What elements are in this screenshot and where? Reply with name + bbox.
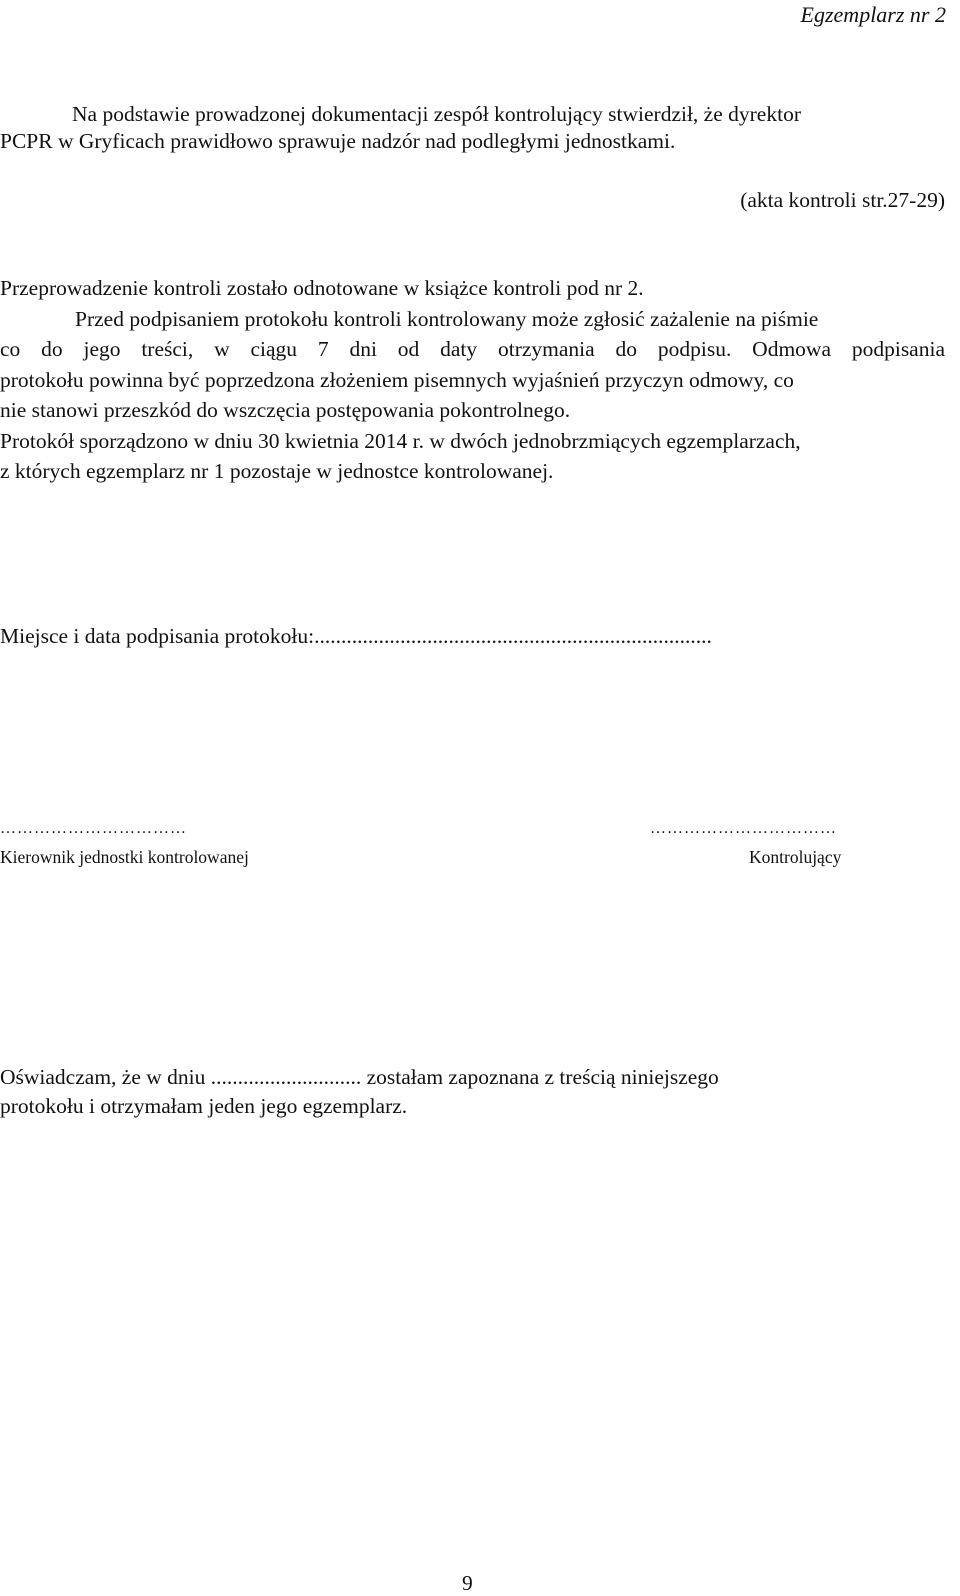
closing-paragraph [0, 273, 945, 487]
declaration-paragraph [0, 1063, 920, 1121]
copy-number-label: Egzemplarz nr 2 [800, 2, 946, 27]
files-reference: (akta kontroli str.27-29) [740, 188, 945, 212]
signature-label-unit-head: Kierownik jednostki kontrolowanej [0, 847, 249, 867]
signature-line-right: …………………………… [650, 820, 837, 837]
closing-line: nie stanowi przeszkód do wszczęcia postępowania pokontrolnego. [0, 398, 571, 422]
signature-label-inspector: Kontrolujący [749, 847, 842, 867]
declaration-line: protokołu i otrzymałam jeden jego egzemplarz. [0, 1094, 408, 1118]
findings-line: Na podstawie prowadzonej dokumentacji zespół kontrolujący stwierdził, że dyrektor [72, 102, 801, 126]
closing-line: z których egzemplarz nr 1 pozostaje w jednostce kontrolowanej. [0, 459, 554, 483]
closing-line: protokołu powinna być poprzedzona złożeniem pisemnych wyjaśnień przyczyn odmowy, co [0, 367, 794, 392]
signing-place-date: Miejsce i data podpisania protokołu:.......................................................................... [0, 624, 712, 648]
page-number: 9 [462, 1571, 473, 1595]
closing-line: Przed podpisaniem protokołu kontroli kontrolowany może zgłosić zażalenie na piśmie [75, 306, 819, 331]
closing-line: Protokół sporządzono w dniu 30 kwietnia 2014 r. w dwóch jednobrzmiących egzemplarzach, [0, 428, 801, 453]
findings-paragraph [0, 101, 945, 155]
declaration-line: Oświadczam, że w dniu ............................ zostałam zapoznana z treścią niniejszego [0, 1065, 719, 1089]
closing-line: Przeprowadzenie kontroli zostało odnotowane w książce kontroli pod nr 2. [0, 276, 644, 300]
findings-line: PCPR w Gryficach prawidłowo sprawuje nadzór nad podległymi jednostkami. [0, 129, 676, 153]
closing-line: co do jego treści, w ciągu 7 dni od daty otrzymania do podpisu. Odmowa podpisania [0, 337, 945, 361]
signature-line-left: …………………………… [0, 820, 187, 837]
